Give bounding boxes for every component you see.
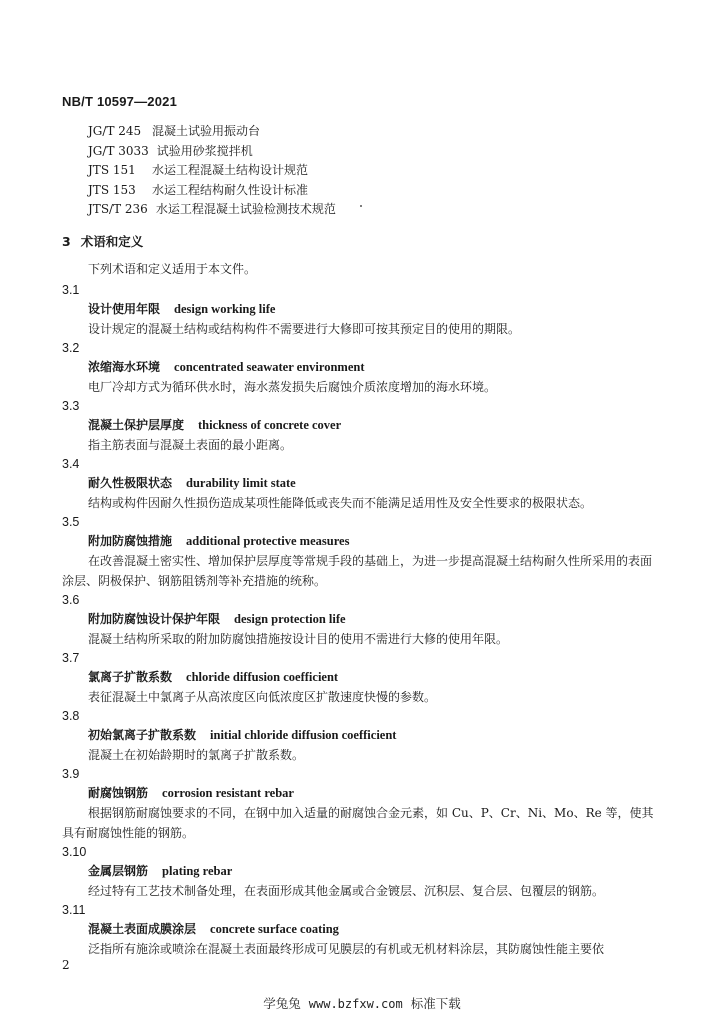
reference-title: 水运工程混凝土试验检测技术规范 [155, 202, 336, 216]
term-definition: 经过特有工艺技术制备处理，在表面形成其他金属或合金镀层、沉积层、复合层、包覆层的钢筋。 [88, 884, 605, 898]
reference-title: 水运工程混凝土结构设计规范 [152, 163, 309, 177]
term-name-zh: 耐腐蚀钢筋 [88, 786, 149, 800]
term-number: 3.10 [62, 845, 87, 859]
term-entry [62, 843, 662, 901]
term-name [62, 358, 662, 377]
term-name [62, 610, 662, 629]
reference-title: 混凝土试验用振动台 [152, 124, 261, 138]
term-name [62, 532, 662, 551]
section-number: 3 [62, 234, 71, 249]
term-number: 3.3 [62, 399, 80, 413]
term-name [62, 668, 662, 687]
term-entry [62, 281, 662, 339]
term-name-zh: 初始氯离子扩散系数 [88, 728, 197, 742]
term-definition: 根据钢筋耐腐蚀要求的不同，在钢中加入适量的耐腐蚀合金元素，如 Cu、P、Cr、Ni、Mo、Re 等，使其具有耐腐蚀性能的钢筋。 [62, 806, 654, 840]
term-number: 3.5 [62, 515, 80, 529]
term-name [62, 920, 662, 939]
reference-code: JTS 151 [88, 163, 136, 177]
term-name-zh: 附加防腐蚀设计保护年限 [88, 612, 221, 626]
term-name-zh: 设计使用年限 [88, 302, 161, 316]
reference-code: JG/T 3033 [88, 143, 149, 158]
reference-code: JTS/T 236 [88, 202, 148, 216]
reference-title: 水运工程结构耐久性设计标准 [152, 182, 309, 197]
term-entry [62, 397, 662, 455]
reference-item [88, 181, 336, 201]
term-definition: 混凝土在初始龄期时的氯离子扩散系数。 [88, 748, 305, 762]
term-definition: 电厂冷却方式为循环供水时，海水蒸发损失后腐蚀介质浓度增加的海水环境。 [88, 380, 497, 394]
term-name [62, 784, 662, 803]
term-number: 3.1 [62, 283, 80, 297]
term-name-zh: 混凝土保护层厚度 [88, 418, 185, 432]
footer-download-label: 标准下载 [410, 996, 461, 1011]
term-name-en: additional protective measures [186, 534, 350, 548]
term-name [62, 726, 662, 745]
term-name-en: plating rebar [162, 864, 233, 878]
term-name [62, 416, 662, 435]
term-definition: 设计规定的混凝土结构或结构构件不需要进行大修即可按其预定目的使用的期限。 [88, 322, 521, 336]
term-entry [62, 707, 662, 765]
term-number: 3.6 [62, 593, 80, 607]
term-name-zh: 混凝土表面成膜涂层 [88, 922, 197, 936]
term-name-en: concentrated seawater environment [174, 360, 365, 374]
reference-title: 试验用砂浆搅拌机 [156, 143, 253, 158]
footer-site-name: 学兔兔 [263, 996, 301, 1011]
term-definition: 在改善混凝土密实性、增加保护层厚度等常规手段的基础上，为进一步提高混凝土结构耐久性所采用的表面涂层、阴极保护、钢筋阻锈剂等补充措施的统称。 [62, 554, 653, 588]
standard-number-header: NB/T 10597—2021 [62, 94, 178, 109]
term-entry [62, 591, 662, 649]
reference-code: JTS 153 [88, 182, 136, 197]
term-name [62, 474, 662, 493]
term-entry [62, 513, 662, 591]
term-number: 3.7 [62, 651, 80, 665]
term-name-en: initial chloride diffusion coefficient [210, 728, 397, 742]
term-definition: 结构或构件因耐久性损伤造成某项性能降低或丧失而不能满足适用性及安全性要求的极限状态。 [88, 496, 593, 510]
reference-item [88, 142, 336, 162]
scan-speck [360, 205, 362, 207]
term-name-en: chloride diffusion coefficient [186, 670, 339, 684]
reference-code: JG/T 245 [88, 124, 142, 138]
term-name-en: thickness of concrete cover [198, 418, 342, 432]
term-number: 3.4 [62, 457, 80, 471]
section-intro: 下列术语和定义适用于本文件。 [88, 262, 257, 276]
term-name-en: concrete surface coating [210, 922, 339, 936]
term-number: 3.8 [62, 709, 80, 723]
reference-item [88, 161, 336, 181]
term-definition: 表征混凝土中氯离子从高浓度区向低浓度区扩散速度快慢的参数。 [88, 690, 437, 704]
term-number: 3.9 [62, 767, 80, 781]
term-number: 3.2 [62, 341, 80, 355]
term-definition: 混凝土结构所采取的附加防腐蚀措施按设计目的使用不需进行大修的使用年限。 [88, 632, 509, 646]
term-entry [62, 901, 662, 959]
term-name-en: design working life [174, 302, 276, 316]
term-definition: 指主筋表面与混凝土表面的最小距离。 [88, 438, 293, 452]
term-entry [62, 765, 662, 843]
term-name-en: durability limit state [186, 476, 296, 490]
reference-item [88, 122, 336, 142]
term-number: 3.11 [62, 903, 86, 917]
footer-site-link[interactable]: www.bzfxw.com [308, 997, 403, 1011]
reference-item [88, 200, 336, 220]
term-definition: 泛指所有施涂或喷涂在混凝土表面最终形成可见膜层的有机或无机材料涂层，其防腐蚀性能主要依 [88, 942, 605, 956]
page-number: 2 [62, 958, 70, 972]
terms-list [62, 281, 662, 959]
term-name-zh: 氯离子扩散系数 [88, 670, 173, 684]
term-name-zh: 附加防腐蚀措施 [88, 534, 173, 548]
term-entry [62, 455, 662, 513]
term-entry [62, 649, 662, 707]
term-name-en: design protection life [234, 612, 346, 626]
term-name [62, 300, 662, 319]
section-heading [62, 232, 143, 250]
section-title: 术语和定义 [80, 234, 144, 249]
term-name-zh: 金属层钢筋 [88, 864, 149, 878]
term-name-en: corrosion resistant rebar [162, 786, 294, 800]
term-name [62, 862, 662, 881]
watermark-footer [0, 994, 724, 1012]
term-entry [62, 339, 662, 397]
normative-references-list [88, 122, 336, 220]
term-name-zh: 耐久性极限状态 [88, 476, 173, 490]
term-name-zh: 浓缩海水环境 [88, 360, 161, 374]
